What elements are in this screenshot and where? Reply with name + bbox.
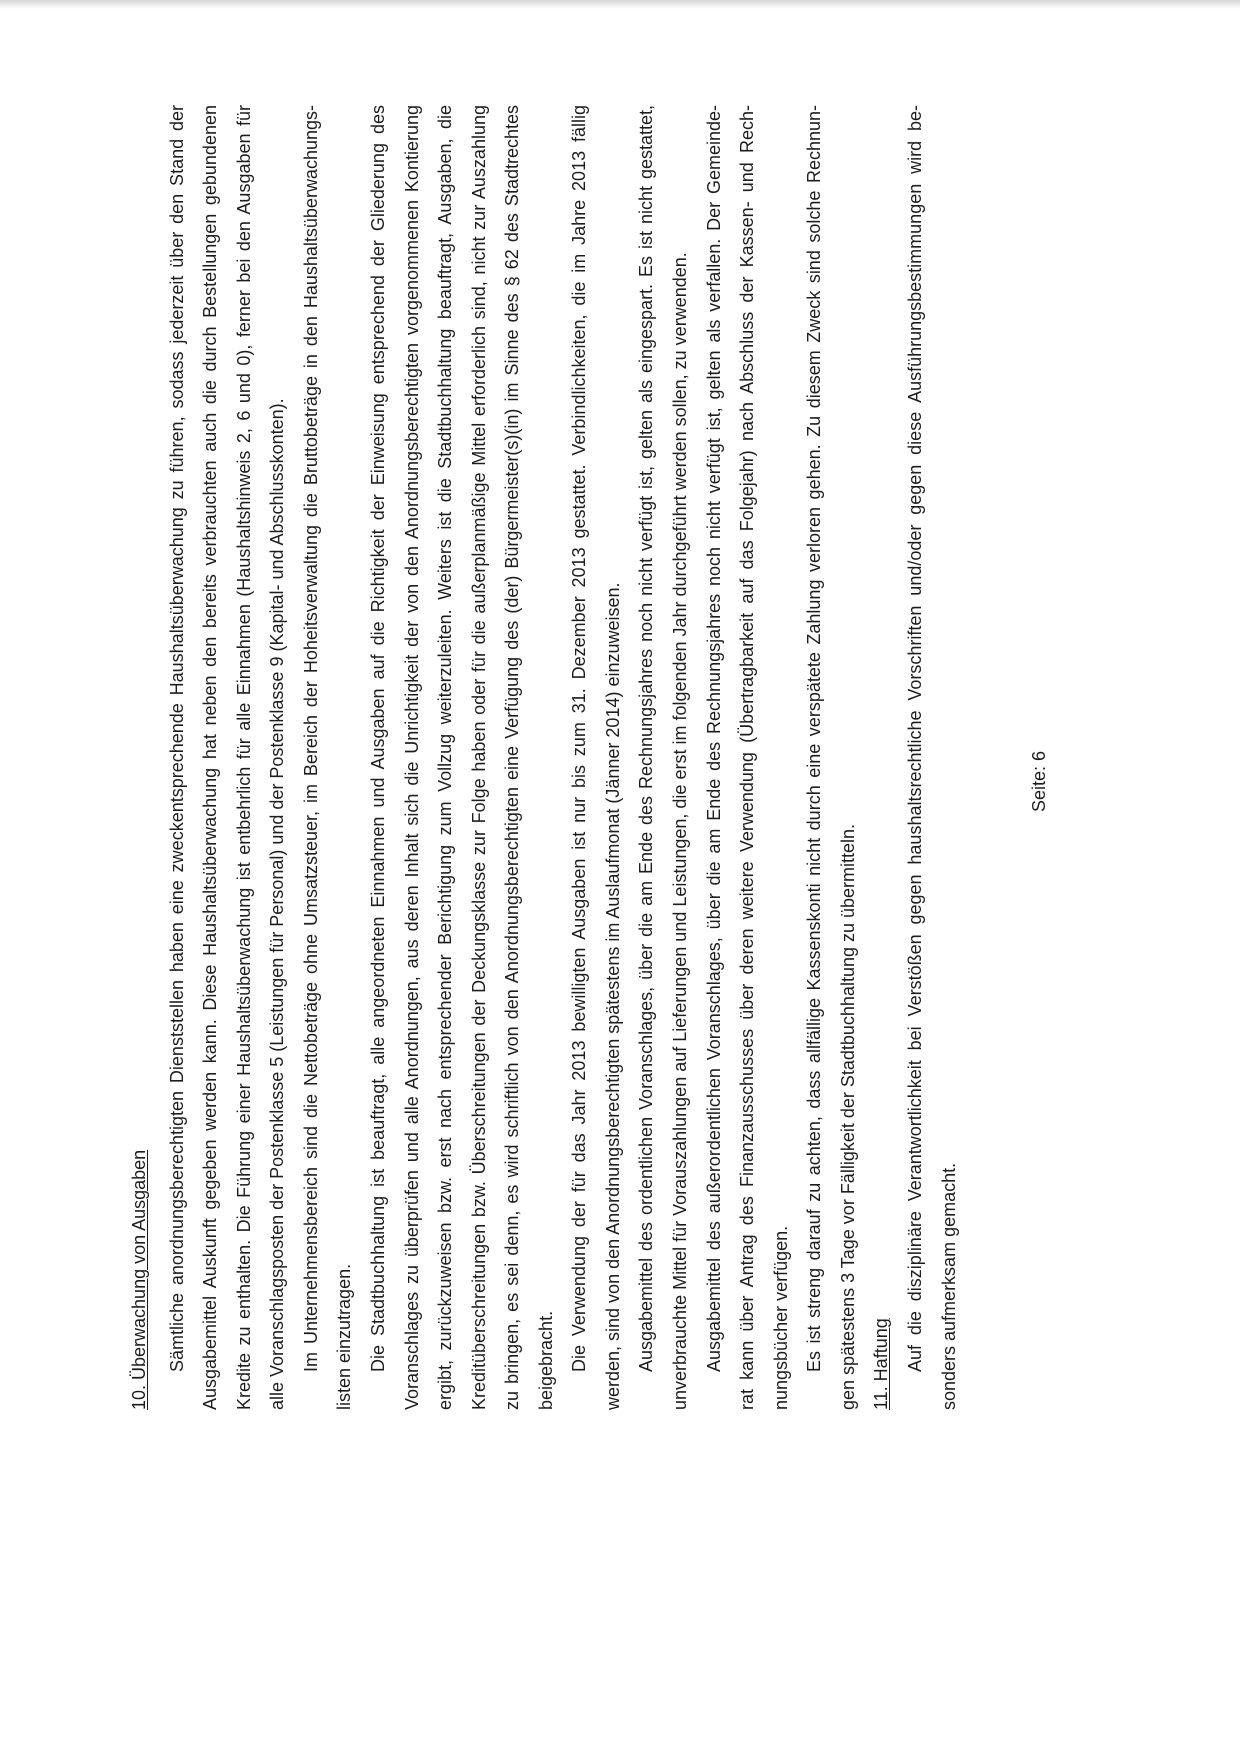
paragraph-line: zu bringen, es sei denn, es wird schriftlich von den Anordnungsberechtigten eine Verfügung des (der) Bürgermeister(s)(in) im Sinne des § 62 des Stadtrechtes [502,105,523,1410]
paragraph [630,105,697,1410]
paragraph-line: Die Verwendung der für das Jahr 2013 bewilligten Ausgaben ist nur bis zum 31. Dezember 2013 gestattet. Verbindlichkeiten, die im Jahre 2013 fällig [569,105,590,1372]
paragraph [563,105,630,1410]
paragraph-line: Ausgabemittel Auskunft gegeben werden kann. Diese Haushaltsüberwachung hat neben den bereits verbrauchten auch die durch Bestellungen gebundenen [200,105,221,1410]
paragraph-line: beigebracht. [535,1310,556,1410]
paragraph-line: unverbrauchte Mittel für Vorauszahlungen auf Lieferungen und Leistungen, die erst im folgenden Jahr durchgeführt werden sollen, zu verwenden. [670,252,690,1410]
paragraph [698,105,799,1410]
paragraph-line: werden, sind von den Anordnungsberechtigten spätestens im Auslaufmonat (Jänner 2014) einzuweisen. [602,582,623,1410]
paragraph [295,105,362,1410]
page-number: Seite: 6 [1029,750,1049,812]
paragraph-line: Im Unternehmensbereich sind die Nettobeträge ohne Umsatzsteuer, im Bereich der Hoheitsverwaltung die Bruttobeträge in den Haushaltsüberwachungs- [300,105,321,1372]
paragraph-line: rat kann über Antrag des Finanzausschusses über deren weitere Verwendung (Übertragbarkeit auf das Folgejahr) nach Abschluss der Kassen- und Rech- [737,105,758,1410]
paragraph-line: nungsbücher verfügen. [770,1225,791,1410]
paragraph-line: Kredite zu enthalten. Die Führung einer Haushaltsüberwachung ist entbehrlich für alle Einnahmen (Haushaltshinweis 2, 6 und 0), ferner bei den Ausgaben für [233,105,254,1410]
paragraph-line: ergibt, zurückzuweisen bzw. erst nach entsprechender Berichtigung zum Vollzug weiterzuleiten. Weiters ist die Stadtbuchhaltung beauftragt, Ausgaben, die [435,105,456,1410]
paragraph-line: Voranschlages zu überprüfen und alle Anordnungen, aus deren Inhalt sich die Unrichtigkeit der von den Anordnungsberechtigten vorgenommenen Kontierung [401,105,422,1410]
paragraph-line: Die Stadtbuchhaltung ist beauftragt, alle angeordneten Einnahmen und Ausgaben auf die Richtigkeit der Einweisung entsprechend der Gliederung des [367,105,388,1372]
paragraph-line: sonders aufmerksam gemacht. [938,1162,959,1410]
paragraph-line: Sämtliche anordnungsberechtigten Dienststellen haben eine zweckentsprechende Haushaltsüberwachung zu führen, sodass jederzeit über den Stand der [166,105,187,1372]
paragraph-line: Kreditüberschreitungen bzw. Überschreitungen der Deckungsklasse zur Folge haben oder für die außerplanmäßige Mittel erforderlich sind, nicht zur Auszahlung [468,105,489,1410]
paragraph-line: Auf die disziplinäre Verantwortlichkeit bei Verstößen gegen haushaltsrechtliche Vorschriften und/oder gegen diese Ausführungsbestimmungen wird be- [904,105,925,1372]
paragraph-line: Es ist streng darauf zu achten, dass allfällige Kassenskonti nicht durch eine verspätete Zahlung verloren gehen. Zu diesem Zweck sind solche Rechnun- [804,105,825,1372]
document-body [123,105,966,1410]
paragraph [161,105,295,1410]
paragraph-line: Ausgabemittel des ordentlichen Voranschlages, über die am Ende des Rechnungsjahres noch nicht verfügt ist, gelten als eingespart. Es ist nicht gestattet, [636,105,657,1372]
paragraph-line: gen spätestens 3 Tage vor Fälligkeit der Stadtbuchhaltung zu übermitteln. [837,823,858,1410]
section-heading-10: 10. Überwachung von Ausgaben [129,1149,149,1410]
paragraph-line: alle Voranschlagsposten der Postenklasse 5 (Leistungen für Personal) und der Postenklasse 9 (Kapital- und Abschlusskonten). [267,398,288,1410]
paragraph [362,105,563,1410]
paragraph-line: listen einzutragen. [334,1263,355,1410]
paragraph [899,105,966,1410]
section-heading-11: 11. Haftung [871,1318,892,1410]
paragraph-line: Ausgabemittel des außerordentlichen Voranschlages, über die am Ende des Rechnungsjahres noch nicht verfügt ist, gelten als verfallen. Der Gemeinde- [703,105,724,1372]
paragraph [798,105,865,1410]
